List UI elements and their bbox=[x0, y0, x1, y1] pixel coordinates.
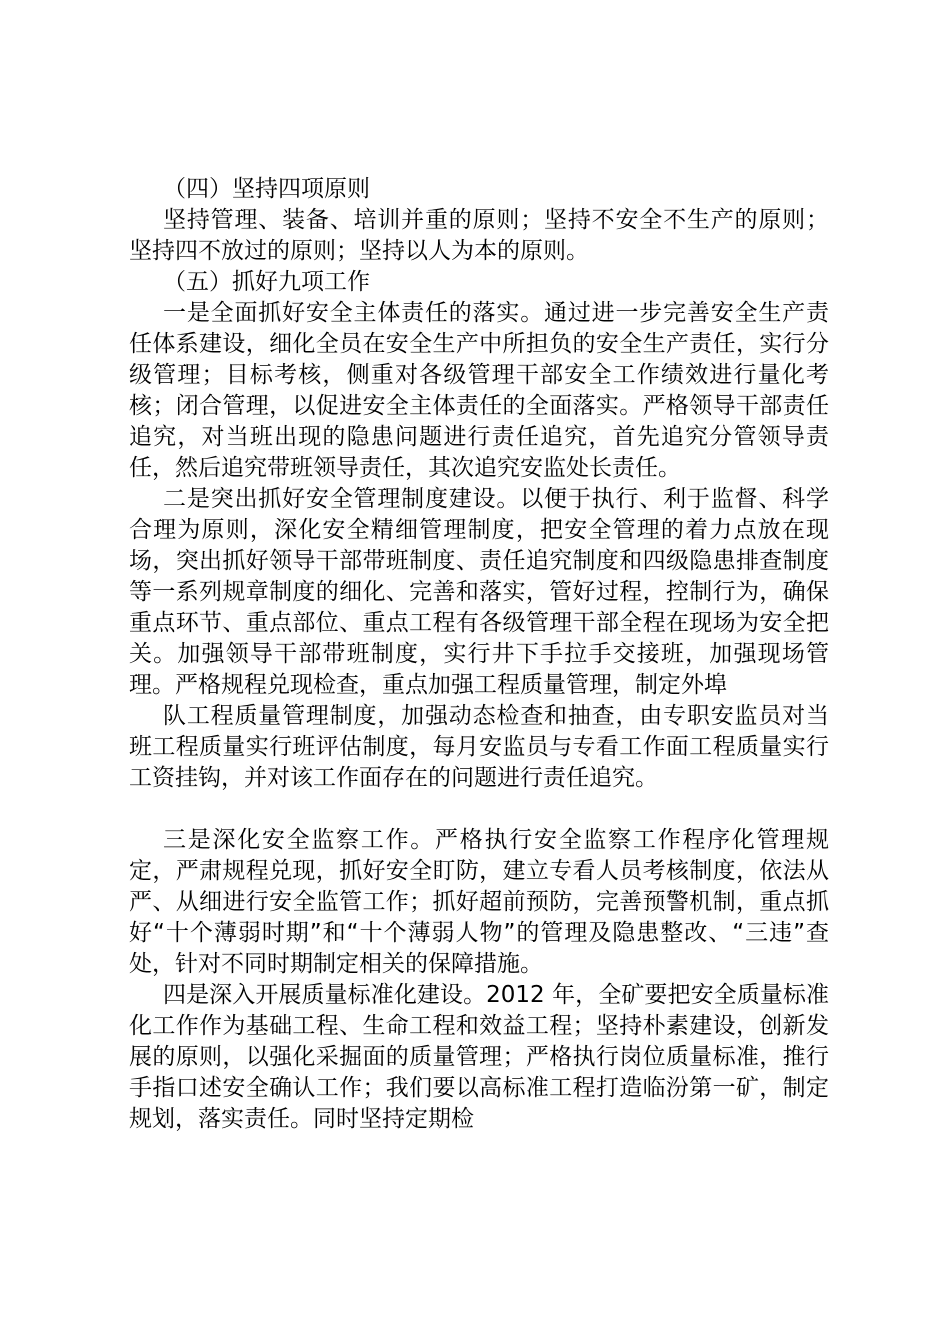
document-page bbox=[129, 174, 829, 1135]
paragraph-principles: 坚持管理、装备、培训并重的原则；坚持不安全不生产的原则；坚持四不放过的原则；坚持以人为本的原则。 bbox=[129, 207, 829, 264]
paragraph-item-three: 三是深化安全监察工作。严格执行安全监察工作程序化管理规定，严肃规程兑现，抓好安全盯防，建立专看人员考核制度，依法从严、从细进行安全监管工作；抓好超前预防，完善预警机制，重点抓好“十个薄弱时期”和“十个薄弱人物”的管理及隐患整改、“三违”查处，针对不同时期制定相关的保障措施。 bbox=[129, 827, 829, 977]
section-heading-five: （五）抓好九项工作 bbox=[163, 269, 370, 295]
paragraph-item-four: 四是深入开展质量标准化建设。2012 年，全矿要把安全质量标准化工作作为基础工程、生命工程和效益工程；坚持朴素建设，创新发展的原则，以强化采掘面的质量管理；严格执行岗位质量标准，推行手指口述安全确认工作；我们要以高标准工程打造临汾第一矿，制定规划，落实责任。同时坚持定期检 bbox=[129, 982, 829, 1132]
section-heading-four: （四）坚持四项原则 bbox=[163, 176, 370, 202]
paragraph-item-one: 一是全面抓好安全主体责任的落实。通过进一步完善安全生产责任体系建设，细化全员在安全生产中所担负的安全生产责任，实行分级管理；目标考核，侧重对各级管理干部安全工作绩效进行量化考核；闭合管理，以促进安全主体责任的全面落实。严格领导干部责任追究，对当班出现的隐患问题进行责任追究，首先追究分管领导责任，然后追究带班领导责任，其次追究安监处长责任。 bbox=[129, 300, 829, 481]
paragraph-item-two: 二是突出抓好安全管理制度建设。以便于执行、利于监督、科学合理为原则，深化安全精细管理制度，把安全管理的着力点放在现场，突出抓好领导干部带班制度、责任追究制度和四级隐患排查制度等一系列规章制度的细化、完善和落实，管好过程，控制行为，确保重点环节、重点部位、重点工程有各级管理干部全程在现场为安全把关。加强领导干部带班制度，实行井下手拉手交接班，加强现场管理。严格规程兑现检查，重点加强工程质量管理，制定外埠 bbox=[129, 486, 829, 698]
paragraph-gap bbox=[129, 794, 829, 825]
paragraph-item-two-continued: 队工程质量管理制度，加强动态检查和抽查，由专职安监员对当班工程质量实行班评估制度，每月安监员与专看工作面工程质量实行工资挂钩，并对该工作面存在的问题进行责任追究。 bbox=[129, 703, 829, 791]
